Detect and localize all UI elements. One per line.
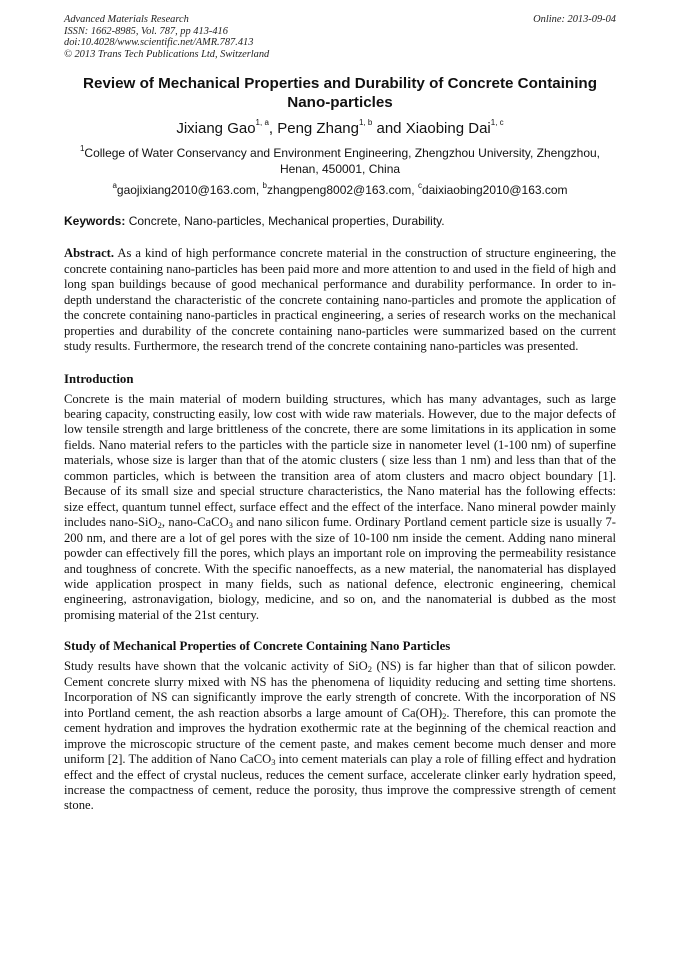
subscript: 2 xyxy=(442,710,447,721)
author-separator: and xyxy=(372,120,406,138)
section-heading-introduction: Introduction xyxy=(64,371,134,386)
author-name: Xiaobing Dai xyxy=(405,120,491,138)
subscript: 2 xyxy=(157,520,162,531)
journal-doi: doi:10.4028/www.scientific.net/AMR.787.413 xyxy=(64,37,254,49)
section-heading-study: Study of Mechanical Properties of Concrete Containing Nano Particles xyxy=(64,639,451,654)
journal-issn: ISSN: 1662-8985, Vol. 787, pp 413-416 xyxy=(64,25,228,37)
email-address: daixiaobing2010@163.com xyxy=(421,183,568,198)
subscript: 3 xyxy=(271,757,276,768)
author-affil-sup: 1, b xyxy=(358,118,373,128)
study-text: into cement materials can play a role of filling effect and hydration effect and the effect of crystal nucleus, reduces the cement surface, accelerate clinker early hydration speed, increase the compactness of cement, reduce the porosity, thus improve the compressive strength of cement stone. xyxy=(64,752,616,813)
email-sup: a xyxy=(112,181,117,191)
study-text: Study results have shown that the volcanic activity of SiO xyxy=(64,659,368,674)
email-list xyxy=(64,183,616,198)
affiliation-text: College of Water Conservancy and Environment Engineering, Zhengzhou University, Zhengzhou, Henan, 450001, China xyxy=(84,146,601,176)
intro-text: Concrete is the main material of modern building structures, which has many advantages, such as large bearing capacity, constructing easily, low cost with wide raw materials. However, due to the major defects of low tensile strength and large brittleness of the concrete, there are some limitations in its application in some fields. Nano material refers to the particles with the particle size in nanometer level (1-100 nm) of superfine materials, whose size is larger than that of the atomic clusters ( size less than 1 nm) and less than that of the common particles, which is between the transition area of atom clusters and macro object boundary [1]. Because of its small size and special structure characteristics, the Nano material has the following effects: size effect, quantum tunnel effect, surface effect and the effect of the interface. Nano mineral powder mainly includes nano-SiO xyxy=(64,391,616,530)
journal-name: Advanced Materials Research xyxy=(64,14,189,25)
abstract-label: Abstract. xyxy=(64,246,115,261)
author-name: Peng Zhang xyxy=(277,120,359,138)
email-separator: , xyxy=(255,183,263,198)
author-separator: , xyxy=(268,120,278,138)
online-date: Online: 2013-09-04 xyxy=(533,14,616,25)
paper-page xyxy=(64,14,616,814)
paper-title: Review of Mechanical Properties and Durability of Concrete Containing Nano-particles xyxy=(83,75,597,112)
author-name: Jixiang Gao xyxy=(176,120,256,138)
intro-text: and nano silicon fume. Ordinary Portland cement particle size is usually 7-200 nm, and there are a lot of gel pores with the size of 10-100 nm inside the cement. Adding nano mineral powder can effectively fill the pores, which plays an important role on improving the permeability resistance and toughness of concrete. With the specific nanoeffects, as a new material, the nanomaterial has displayed wide application prospect in many fields, such as national defence, electronic engineering, chemical engineering, astronavigation, biology, medicine, and so on, and the nanomaterial is dubbed as the most promising material of the 21st century. xyxy=(64,515,617,622)
intro-text: , nano-CaCO xyxy=(161,515,229,530)
journal-header xyxy=(64,14,616,60)
study-text: . Therefore, this can promote the cement hydration and improves the hydration exothermic rate at the beginning of the chemical reaction and improve the microscopic structure of the cement paste, and makes cement become much denser and more uniform [2]. The addition of Nano CaCO xyxy=(64,705,616,767)
author-affil-sup: 1, a xyxy=(255,118,269,128)
journal-copyright: © 2013 Trans Tech Publications Ltd, Switzerland xyxy=(64,48,270,60)
study-paragraph xyxy=(64,659,616,814)
study-text: (NS) is far higher than that of silicon powder. Cement concrete slurry mixed with NS has the phenomena of liquidity reducing and setting time shortens. Incorporation of NS can significantly improve the early strength of concrete. With the incorporation of NS into Portland cement, the ash reaction absorbs a large amount of Ca(OH) xyxy=(64,659,616,720)
author-affil-sup: 1, c xyxy=(490,118,504,128)
email-sup: b xyxy=(262,181,267,191)
email-address: zhangpeng8002@163.com xyxy=(266,183,412,198)
affiliation xyxy=(64,146,616,177)
email-sup: c xyxy=(417,181,422,191)
email-separator: , xyxy=(411,183,418,198)
author-list xyxy=(64,120,616,138)
introduction-paragraph xyxy=(64,392,616,624)
keywords-label: Keywords: xyxy=(64,214,126,229)
keywords-text: Concrete, Nano-particles, Mechanical properties, Durability. xyxy=(128,214,445,229)
keywords xyxy=(64,214,616,229)
email-address: gaojixiang2010@163.com xyxy=(116,183,256,198)
affiliation-sup: 1 xyxy=(79,144,85,154)
abstract-text: As a kind of high performance concrete material in the construction of structure engineering, the concrete containing nano-particles has been paid more and more attention to and used in the field of high and long span buildings because of good mechanical performance and durability performance. In order to in-depth understand the characteristic of the concrete containing nano-particles and promote the application of the concrete containing nano-particles in practical engineering, a series of research works on the mechanical properties and durability of the concrete containing nano-particles were summarized based on the current study results. Furthermore, the research trend of the concrete containing nano-particles was presented. xyxy=(64,246,616,354)
subscript: 3 xyxy=(228,520,233,531)
subscript: 2 xyxy=(367,664,373,675)
abstract xyxy=(64,246,616,354)
